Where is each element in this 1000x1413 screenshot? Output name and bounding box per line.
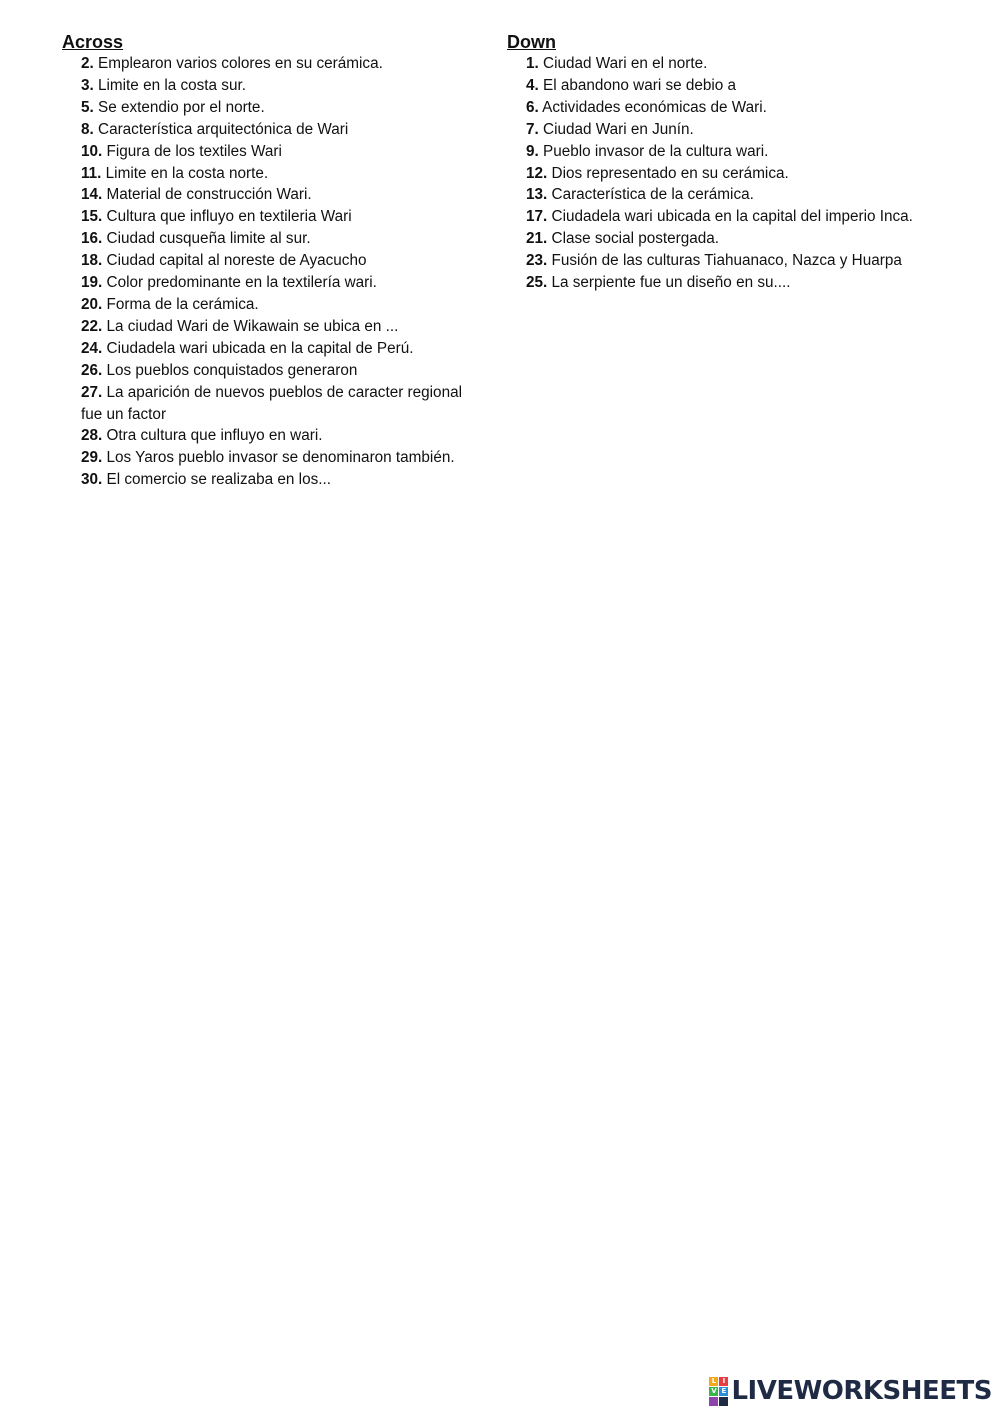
clue-text: Ciudad capital al noreste de Ayacucho [106,252,367,270]
clue-number: 9. [526,142,539,160]
clue-text: Otra cultura que influyo en wari. [106,427,323,445]
clue-number: 7. [526,120,539,138]
clue-text: Característica arquitectónica de Wari [98,120,349,138]
clue-text: La serpiente fue un diseño en su.... [551,274,791,292]
across-clue [81,272,462,294]
across-clue [81,469,462,491]
clue-text: Limite en la costa norte. [105,164,269,182]
across-clue [81,228,462,250]
clue-number: 10. [81,142,103,160]
clue-number: 15. [81,208,103,226]
logo-tile [709,1397,718,1406]
clue-text: El abandono wari se debio a [543,76,737,94]
across-clue [81,75,462,97]
clue-text: Ciudad Wari en Junín. [543,120,694,138]
clue-text: Ciudadela wari ubicada en la capital de Perú. [106,339,414,357]
down-clue [526,119,927,141]
liveworksheets-logo-icon [709,1377,728,1406]
clue-number: 19. [81,274,103,292]
across-clue-list [62,53,462,491]
logo-tile: E [719,1387,728,1396]
clue-text: Ciudad cusqueña limite al sur. [106,230,311,248]
clue-text: Característica de la cerámica. [551,186,754,204]
down-clue [526,53,927,75]
clue-number: 29. [81,449,103,467]
clue-number: 17. [526,208,548,226]
across-clue [81,97,462,119]
across-clue [81,141,462,163]
clue-number: 4. [526,76,539,94]
across-clue [81,163,462,185]
clue-number: 18. [81,252,103,270]
down-clue [526,97,927,119]
across-clue [81,447,462,469]
liveworksheets-logo [709,1377,992,1405]
clue-text: Los Yaros pueblo invasor se denominaron también. [106,449,455,467]
clue-number: 1. [526,55,539,72]
clue-number: 5. [81,98,94,116]
clue-number: 23. [526,252,548,270]
clue-number: 13. [526,186,548,204]
down-clue [526,206,927,228]
across-heading: Across [62,32,124,52]
clue-number: 11. [81,164,102,182]
clue-number: 22. [81,317,103,335]
across-clue [81,360,462,382]
clue-text: Se extendio por el norte. [98,98,265,116]
down-clue [526,250,927,272]
across-clue [81,184,462,206]
clue-number: 3. [81,76,94,94]
clue-text: Los pueblos conquistados generaron [106,361,358,379]
clue-text: Ciudadela wari ubicada en la capital del imperio Inca. [551,208,913,226]
clue-text: Actividades económicas de Wari. [542,98,767,116]
across-clue [81,119,462,141]
logo-tile: L [709,1377,718,1386]
clue-number: 27. [81,383,103,401]
down-clue-list [507,53,927,294]
clue-number: 12. [526,164,548,182]
logo-tile: V [711,1386,717,1395]
across-clue [81,382,462,426]
clue-number: 14. [81,186,103,204]
clue-number: 28. [81,427,103,445]
clue-number: 8. [81,120,94,138]
clue-number: 20. [81,295,103,313]
clue-text: Emplearon varios colores en su cerámica. [98,55,383,72]
clue-number: 2. [81,55,94,72]
clue-text: Limite en la costa sur. [98,76,246,94]
down-heading: Down [507,32,556,52]
clue-text: El comercio se realizaba en los... [106,471,331,489]
down-column [507,31,927,294]
clue-number: 25. [526,274,548,292]
brand-text: LIVEWORKSHEETS [731,1376,992,1406]
across-clue [81,316,462,338]
down-clue [526,272,927,294]
clue-number: 6. [526,98,539,116]
down-clue [526,228,927,250]
across-column [62,31,462,491]
logo-tile: I [719,1377,728,1386]
across-clue [81,53,462,75]
down-clue [526,163,927,185]
clue-text: La ciudad Wari de Wikawain se ubica en ... [106,317,399,335]
clue-number: 24. [81,339,103,357]
down-clue [526,184,927,206]
clue-text: Cultura que influyo en textileria Wari [106,208,352,226]
clue-text: Color predominante en la textilería wari. [106,274,377,292]
across-clue [81,338,462,360]
clue-text: Ciudad Wari en el norte. [543,55,708,72]
across-clue [81,206,462,228]
clue-text: Forma de la cerámica. [106,295,259,313]
clue-text: Figura de los textiles Wari [106,142,282,160]
clue-text: Clase social postergada. [551,230,720,248]
down-clue [526,75,927,97]
down-clue [526,141,927,163]
clue-text: Pueblo invasor de la cultura wari. [543,142,769,160]
clue-text: La aparición de nuevos pueblos de caracter regional fue un factor [81,383,462,423]
clue-number: 26. [81,361,103,379]
across-clue [81,294,462,316]
logo-tile [719,1397,728,1406]
clue-text: Dios representado en su cerámica. [551,164,789,182]
across-clue [81,425,462,447]
clue-text: Fusión de las culturas Tiahuanaco, Nazca y Huarpa [551,252,902,270]
clue-number: 16. [81,230,103,248]
clue-number: 30. [81,471,103,489]
clue-text: Material de construcción Wari. [106,186,312,204]
clue-number: 21. [526,230,548,248]
across-clue [81,250,462,272]
